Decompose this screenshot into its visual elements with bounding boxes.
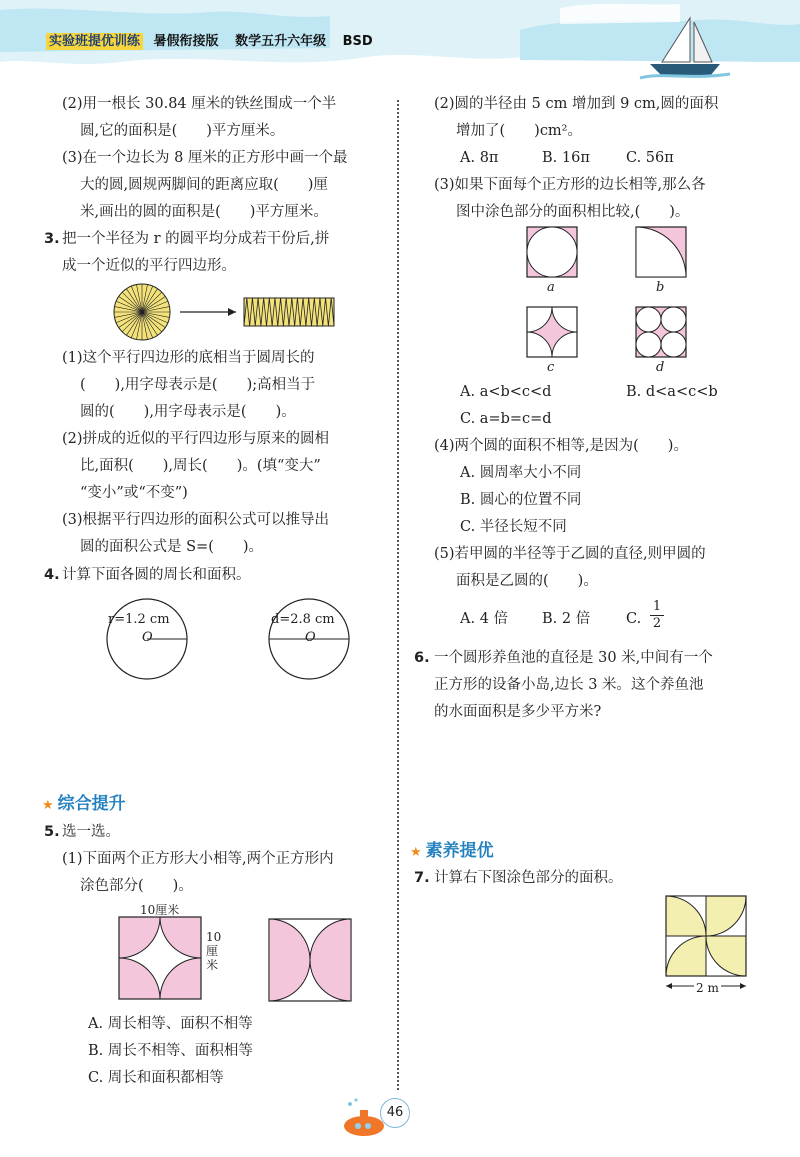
q6-line1: 一个圆形养鱼池的直径是 30 米,中间有一个 (434, 650, 713, 666)
q5-3-line1: (3)如果下面每个正方形的边长相等,那么各 (434, 177, 706, 193)
q3-line2: 成一个近似的平行四边形。 (62, 258, 236, 274)
square-four-arcs-figure (118, 916, 202, 1000)
square-two-arcs-figure (268, 918, 352, 1002)
section-title-synthesis (42, 789, 126, 814)
circle1-label: r=1.2 cm (108, 612, 170, 627)
q5-4-option-b: B. 圆心的位置不同 (460, 492, 582, 508)
fraction-one-half (650, 599, 664, 632)
q5-5-option-a: A. 4 倍 (460, 611, 509, 627)
q5-1-line1: (1)下面两个正方形大小相等,两个正方形内 (62, 851, 334, 867)
figure-c-label: c (547, 360, 555, 375)
q4-number: 4. (44, 567, 60, 583)
q5-5-option-b: B. 2 倍 (542, 611, 591, 627)
page-number: 46 (380, 1098, 410, 1128)
fraction-numerator: 1 (652, 599, 662, 614)
q4-line1: 计算下面各圆的周长和面积。 (62, 567, 251, 583)
figure-d-label: d (656, 360, 665, 375)
q5-3-option-c: C. a=b=c=d (460, 411, 552, 427)
arrow-head-icon (228, 308, 236, 316)
q3-2-line3: “变小”或“不变”) (80, 485, 188, 501)
column-divider (397, 100, 399, 1090)
q5-2-line1: (2)圆的半径由 5 cm 增加到 9 cm,圆的面积 (434, 96, 719, 112)
q5-4-line1: (4)两个圆的面积不相等,是因为( )。 (434, 438, 688, 454)
q5-3-option-a: A. a<b<c<d (460, 384, 552, 400)
section-title-literacy (410, 836, 494, 861)
circle-to-parallelogram-figure (112, 282, 342, 344)
figure-d (635, 306, 687, 358)
q5-number: 5. (44, 824, 60, 840)
q5-2-option-c: C. 56π (626, 150, 674, 166)
header-brand: 实验班提优训练 (46, 33, 143, 50)
q2-2-line1: (2)用一根长 30.84 厘米的铁丝围成一个半 (62, 96, 337, 112)
header-edition: 暑假衔接版 (153, 34, 219, 49)
q5-2-option-a: A. 8π (460, 150, 499, 166)
q2-3-line3: 米,画出的圆的面积是( )平方厘米。 (80, 204, 328, 220)
header-version: BSD (342, 34, 373, 49)
q2-3-line2: 大的圆,圆规两脚间的距离应取( )厘 (80, 177, 328, 193)
q3-1-line1: (1)这个平行四边形的底相当于圆周长的 (62, 350, 315, 366)
q3-1-line3: 圆的( ),用字母表示是( )。 (80, 404, 296, 420)
q5-1-option-a: A. 周长相等、面积不相等 (88, 1016, 253, 1032)
q5-4-option-c: C. 半径长短不同 (460, 519, 567, 535)
header-subject: 数学五升六年级 (235, 34, 327, 49)
q7-dimension-label: 2 m (694, 978, 721, 998)
q5-3-line2: 图中涂色部分的面积相比较,( )。 (456, 204, 690, 220)
square-top-label: 10厘米 (140, 903, 180, 917)
q3-2-line1: (2)拼成的近似的平行四边形与原来的圆相 (62, 431, 330, 447)
section-title-text: 综合提升 (57, 794, 126, 814)
q3-line1: 把一个半径为 r 的圆平均分成若干份后,拼 (62, 231, 330, 247)
q5-2-option-b: B. 16π (542, 150, 590, 166)
q2-2-line2: 圆,它的面积是( )平方厘米。 (80, 123, 285, 139)
q6-number: 6. (414, 650, 430, 666)
q5-1-option-b: B. 周长不相等、面积相等 (88, 1043, 253, 1059)
circle2-label: d=2.8 cm (271, 612, 335, 627)
q5-4-option-a: A. 圆周率大小不同 (460, 465, 582, 481)
q5-5-line2: 面积是乙圆的( )。 (456, 573, 598, 589)
q6-line2: 正方形的设备小岛,边长 3 米。这个养鱼池 (434, 677, 704, 693)
parallelogram-zigzag (244, 298, 334, 326)
q3-1-line2: ( ),用字母表示是( );高相当于 (80, 377, 316, 393)
q5-2-line2: 增加了( )cm²。 (456, 123, 582, 139)
square-side-label: 10厘米 (206, 930, 222, 972)
sectored-circle (114, 284, 170, 340)
header-title (46, 30, 373, 49)
circle1-center: O (142, 630, 153, 645)
section-title-text-2: 素养提优 (425, 841, 494, 861)
figure-a (526, 226, 578, 278)
q3-3-line2: 圆的面积公式是 S=( )。 (80, 539, 264, 555)
figure-a-label: a (547, 280, 555, 295)
figure-b (635, 226, 687, 278)
q5-1-option-c: C. 周长和面积都相等 (88, 1070, 224, 1086)
q7-number: 7. (414, 870, 430, 886)
q5-5-line1: (5)若甲圆的半径等于乙圆的直径,则甲圆的 (434, 546, 706, 562)
q3-3-line1: (3)根据平行四边形的面积公式可以推导出 (62, 512, 330, 528)
q3-2-line2: 比,面积( ),周长( )。(填“变大” (80, 458, 321, 474)
figure-b-label: b (656, 280, 665, 295)
q7-line1: 计算右下图涂色部分的面积。 (434, 870, 623, 886)
q3-number: 3. (44, 231, 60, 247)
q5-3-option-b: B. d<a<c<b (626, 384, 718, 400)
circle2-center: O (305, 630, 316, 645)
fraction-denominator: 2 (650, 615, 664, 632)
q5-5-option-c-prefix: C. (626, 611, 642, 627)
star-icon-2: ★ (410, 845, 422, 860)
q6-line3: 的水面面积是多少平方米? (434, 704, 602, 720)
q2-3-line1: (3)在一个边长为 8 厘米的正方形中画一个最 (62, 150, 348, 166)
q5-1-line2: 涂色部分( )。 (80, 878, 193, 894)
q5-line1: 选一选。 (62, 824, 120, 840)
star-icon: ★ (42, 798, 54, 813)
figure-c (526, 306, 578, 358)
